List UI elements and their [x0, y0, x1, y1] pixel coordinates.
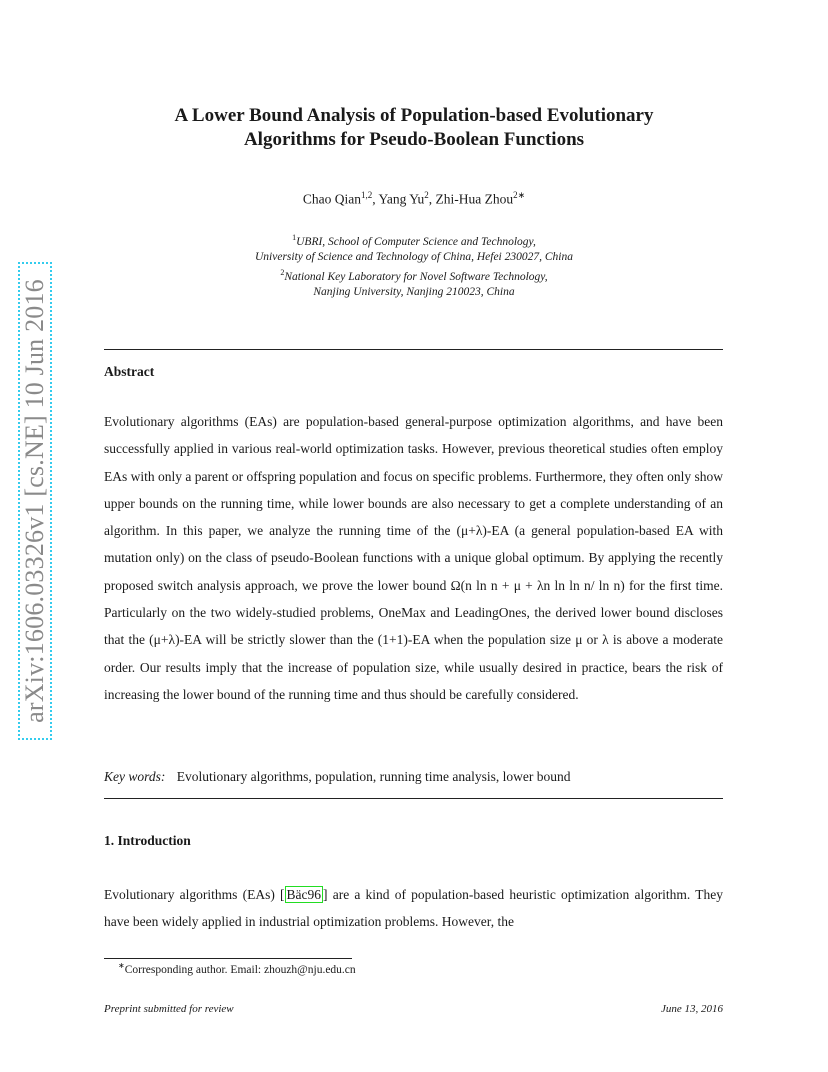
affiliations [104, 230, 724, 300]
abstract-heading: Abstract [104, 364, 155, 379]
author-affil-sup: 2∗ [513, 190, 526, 200]
affiliation-line: Nanjing University, Nanjing 210023, China [313, 285, 515, 298]
abstract-top-rule [104, 349, 723, 350]
footnote [118, 961, 356, 976]
author-affil-sup: 1,2 [360, 190, 373, 200]
title-line-2: Algorithms for Pseudo-Boolean Functions [243, 129, 585, 150]
footnote-marker: ∗ [118, 961, 125, 970]
affiliation-line: $^2$National Key Laboratory for Novel Software Technology, [280, 267, 548, 283]
introduction-heading: 1. Introduction [104, 833, 191, 848]
title-line-1: A Lower Bound Analysis of Population-based Evolutionary [174, 105, 654, 126]
abstract-text: Evolutionary algorithms (EAs) are population-based general-purpose optimization algorithms, and have been successfully applied in various real-world optimization tasks. However, previous theoretical studies often employ EAs with only a parent or offspring population and focus on specific problems. Furthermore, they often only show upper bounds on the running time, while lower bounds are also necessary to get a complete understanding of an algorithm. In this paper, we analyze the running time of the (μ+λ)-EA (a general population-based EA with mutation only) on the class of pseudo-Boolean functions with a unique global optimum. By applying the recently proposed switch analysis approach, we prove the lower bound Ω(n ln n + μ + λn ln ln n/ ln n) for the first time. Particularly on the two widely-studied problems, OneMax and LeadingOnes, the derived lower bound discloses that the (μ+λ)-EA will be strictly slower than the (1+1)-EA when the population size μ or λ is above a moderate order. Our results imply that the increase of population size, while usually desired in practice, bears the risk of increasing the lower bound of the running time and thus should be carefully considered. [104, 414, 723, 702]
author-name: Chao Qian [302, 191, 361, 207]
keywords-label: Key words: [104, 769, 166, 784]
keywords-text: Evolutionary algorithms, population, running time analysis, lower bound [176, 769, 571, 784]
introduction-text: Evolutionary algorithms (EAs) [ Bäc96 ] are a kind of population-based heuristic optimization algorithm. They have been widely applied in industrial optimization problems. However, the [104, 887, 723, 930]
abstract-bottom-rule [104, 798, 723, 799]
keywords-line [104, 769, 570, 785]
affiliation-line: $^1$UBRI, School of Computer Science and Technology, [292, 233, 536, 248]
arxiv-stamp[interactable] [18, 262, 52, 740]
footer-date: June 13, 2016 [660, 1003, 723, 1015]
author-name: Zhi-Hua Zhou [435, 191, 514, 207]
author-list: Chao Qian$^{1,2}$, Yang Yu$^2$, Zhi-Hua Zhou$^{2∗}$ [302, 190, 526, 207]
footer-preprint-note: Preprint submitted for review [104, 1003, 234, 1015]
footnote-rule [104, 958, 352, 959]
citation-link[interactable]: Bäc96 [286, 887, 322, 902]
arxiv-identifier: arXiv:1606.03326v1 [cs.NE] 10 Jun 2016 [20, 279, 49, 723]
author-affil-sup: 2 [424, 190, 429, 200]
footnote-text: Corresponding author. Email: zhouzh@nju.edu.cn [124, 963, 356, 976]
paper-title [104, 104, 724, 152]
author-name: Yang Yu [378, 191, 425, 207]
affiliation-line: University of Science and Technology of China, Hefei 230027, China [254, 250, 573, 263]
